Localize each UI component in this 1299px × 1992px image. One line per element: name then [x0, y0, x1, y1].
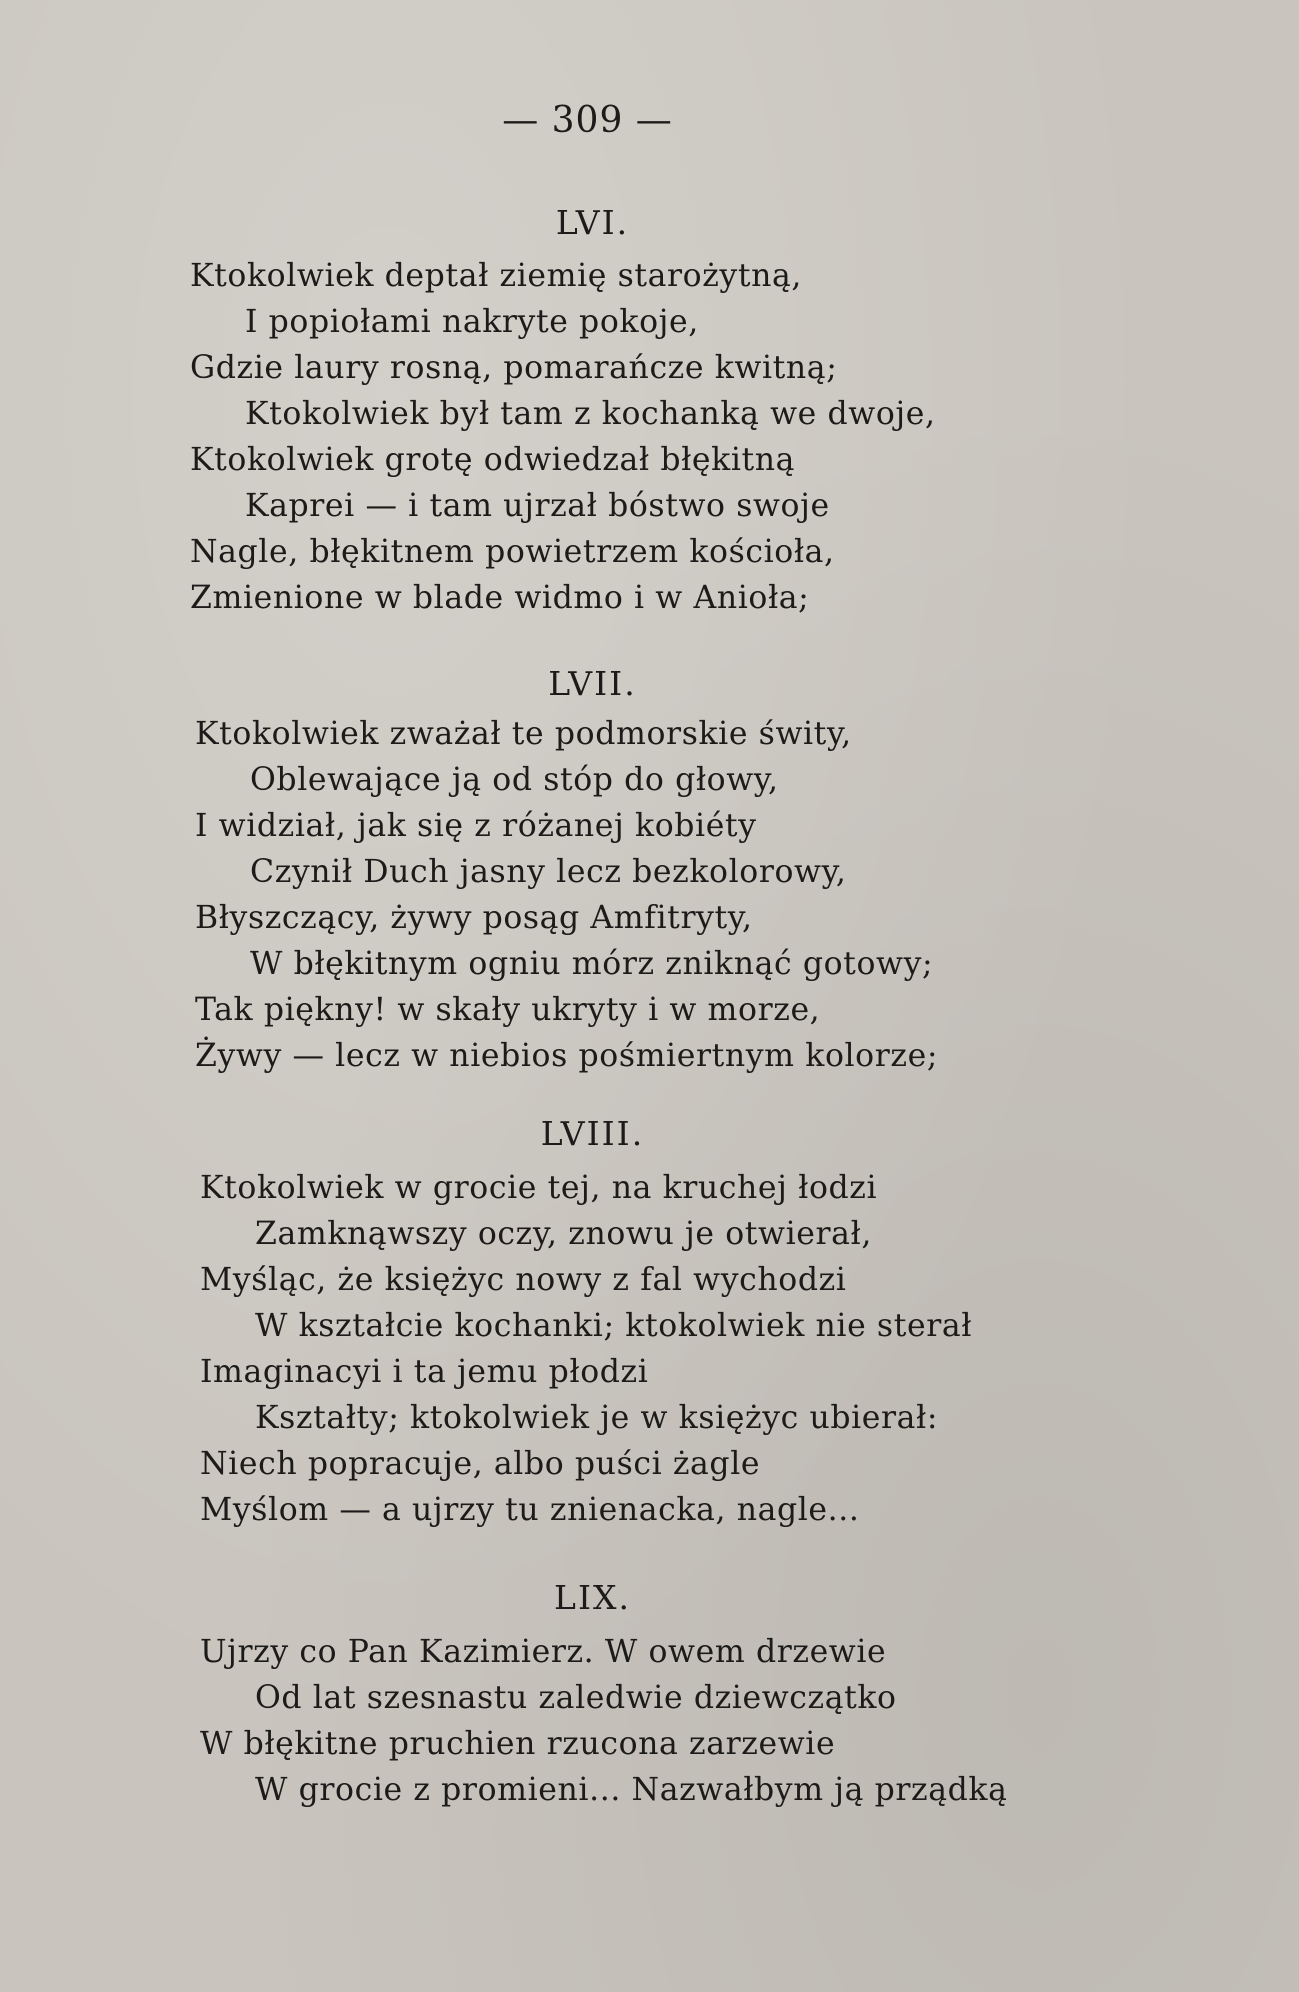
verse-line: Tak piękny! w skały ukryty i w morze, — [195, 992, 821, 1028]
verse-line: W błękitnym ogniu mórz zniknąć gotowy; — [250, 946, 934, 982]
verse-line: Zamknąwszy oczy, znowu je otwierał, — [255, 1216, 872, 1252]
verse-line: Kształty; ktokolwiek je w księżyc ubierał: — [255, 1400, 939, 1436]
verse-line: Ktokolwiek zważał te podmorskie świty, — [195, 716, 852, 752]
verse-line: Żywy — lecz w niebios pośmiertnym kolorze; — [195, 1038, 939, 1074]
verse-line: Błyszczący, żywy posąg Amfitryty, — [195, 900, 753, 936]
verse-line: Ktokolwiek w grocie tej, na kruchej łodzi — [200, 1170, 878, 1206]
stanza-number: LVIII. — [540, 1114, 645, 1153]
stanza-number: LVI. — [555, 203, 630, 242]
verse-line: Od lat szesnastu zaledwie dziewczątko — [255, 1680, 897, 1716]
verse-line: Myśląc, że księżyc nowy z fal wychodzi — [200, 1262, 847, 1298]
verse-line: Ktokolwiek był tam z kochanką we dwoje, — [245, 396, 936, 432]
verse-line: Oblewające ją od stóp do głowy, — [250, 762, 779, 798]
verse-line: W błękitne pruchien rzucona zarzewie — [200, 1726, 836, 1762]
verse-line: Gdzie laury rosną, pomarańcze kwitną; — [190, 350, 838, 386]
verse-line: Imaginacyi i ta jemu płodzi — [200, 1354, 649, 1390]
stanza-number: LVII. — [548, 664, 637, 703]
verse-line: Myślom — a ujrzy tu znienacka, nagle... — [200, 1492, 860, 1528]
page-number: — 309 — — [502, 100, 673, 141]
verse-line: Nagle, błękitnem powietrzem kościoła, — [190, 534, 835, 570]
stanza-number: LIX. — [554, 1578, 631, 1617]
verse-line: Niech popracuje, albo puści żagle — [200, 1446, 761, 1482]
verse-line: Kaprei — i tam ujrzał bóstwo swoje — [245, 488, 830, 524]
verse-line: Zmienione w blade widmo i w Anioła; — [190, 580, 810, 616]
verse-line: W grocie z promieni... Nazwałbym ją prządką — [255, 1772, 1008, 1808]
verse-line: Ktokolwiek grotę odwiedzał błękitną — [190, 442, 796, 478]
verse-line: W kształcie kochanki; ktokolwiek nie sterał — [255, 1308, 973, 1344]
verse-line: Ktokolwiek deptał ziemię starożytną, — [190, 258, 802, 294]
verse-line: Ujrzy co Pan Kazimierz. W owem drzewie — [200, 1634, 887, 1670]
verse-line: I popiołami nakryte pokoje, — [245, 304, 699, 340]
verse-line: Czynił Duch jasny lecz bezkolorowy, — [250, 854, 847, 890]
verse-line: I widział, jak się z różanej kobiéty — [195, 808, 757, 844]
